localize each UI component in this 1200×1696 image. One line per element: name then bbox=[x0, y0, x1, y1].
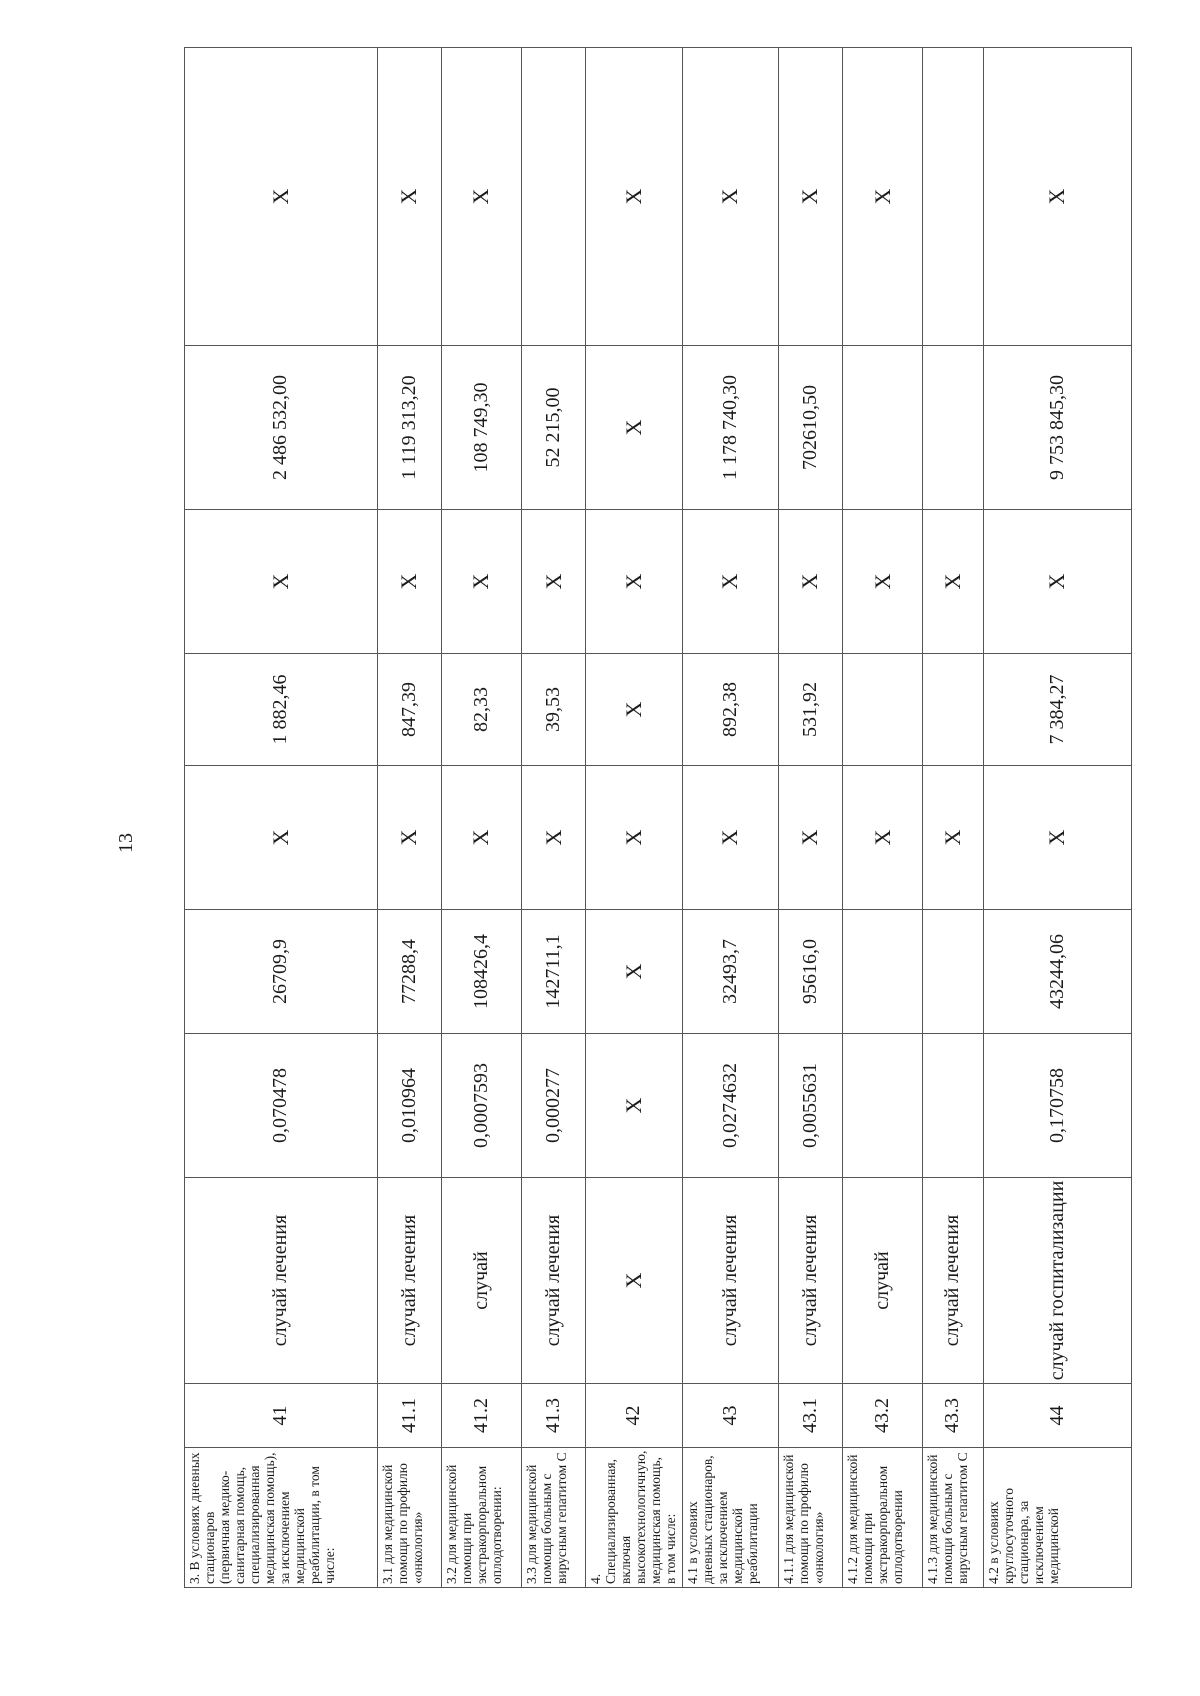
col10-cell: X bbox=[377, 48, 441, 346]
row-name: 3.2 для медицинской помощи при экстракорпоральном оплодотворении: bbox=[441, 1448, 521, 1588]
unit-cell: случай лечения bbox=[185, 1178, 378, 1384]
col9-cell: 1 178 740,30 bbox=[682, 346, 778, 510]
col6-cell: X bbox=[185, 766, 378, 910]
unit-cell: случай bbox=[441, 1178, 521, 1384]
col7-cell: 531,92 bbox=[778, 654, 842, 766]
col10-cell: X bbox=[441, 48, 521, 346]
col8-cell: X bbox=[441, 510, 521, 654]
row-code: 41.1 bbox=[377, 1384, 441, 1448]
norm-cell bbox=[843, 1034, 923, 1178]
col10-cell: X bbox=[586, 48, 682, 346]
row-code: 43 bbox=[682, 1384, 778, 1448]
col6-cell: X bbox=[778, 766, 842, 910]
col6-cell: X bbox=[441, 766, 521, 910]
table-row bbox=[923, 48, 983, 1588]
col8-cell: X bbox=[843, 510, 923, 654]
table-row bbox=[522, 48, 586, 1588]
row-code: 43.1 bbox=[778, 1384, 842, 1448]
row-code: 44 bbox=[983, 1384, 1132, 1448]
table-row bbox=[843, 48, 923, 1588]
table-row bbox=[441, 48, 521, 1588]
unit-cell: случай лечения bbox=[682, 1178, 778, 1384]
cost-cell: 26709,9 bbox=[185, 910, 378, 1034]
funding-table bbox=[184, 47, 1132, 1588]
col8-cell: X bbox=[185, 510, 378, 654]
norm-cell: 0,0007593 bbox=[441, 1034, 521, 1178]
col7-cell bbox=[923, 654, 983, 766]
table-row bbox=[377, 48, 441, 1588]
col6-cell: X bbox=[522, 766, 586, 910]
col8-cell: X bbox=[522, 510, 586, 654]
col7-cell: 892,38 bbox=[682, 654, 778, 766]
col6-cell: X bbox=[923, 766, 983, 910]
table-body bbox=[185, 48, 1132, 1588]
row-code: 41.3 bbox=[522, 1384, 586, 1448]
col9-cell bbox=[923, 346, 983, 510]
col8-cell: X bbox=[983, 510, 1132, 654]
table-row bbox=[682, 48, 778, 1588]
cost-cell: 95616,0 bbox=[778, 910, 842, 1034]
page-number: 13 bbox=[115, 833, 137, 853]
row-name: 4. Специализированная, включая высокотехнологичную, медицинская помощь, в том числе: bbox=[586, 1448, 682, 1588]
unit-cell: случай лечения bbox=[923, 1178, 983, 1384]
col7-cell: 1 882,46 bbox=[185, 654, 378, 766]
norm-cell bbox=[923, 1034, 983, 1178]
cost-cell: 142711,1 bbox=[522, 910, 586, 1034]
cost-cell: X bbox=[586, 910, 682, 1034]
col9-cell: 1 119 313,20 bbox=[377, 346, 441, 510]
col7-cell: 82,33 bbox=[441, 654, 521, 766]
table-row bbox=[778, 48, 842, 1588]
col9-cell: 108 749,30 bbox=[441, 346, 521, 510]
col9-cell: 9 753 845,30 bbox=[983, 346, 1132, 510]
col9-cell: X bbox=[586, 346, 682, 510]
row-code: 43.2 bbox=[843, 1384, 923, 1448]
col8-cell: X bbox=[682, 510, 778, 654]
col6-cell: X bbox=[843, 766, 923, 910]
unit-cell: случай лечения bbox=[377, 1178, 441, 1384]
cost-cell: 108426,4 bbox=[441, 910, 521, 1034]
row-code: 43.3 bbox=[923, 1384, 983, 1448]
col9-cell bbox=[843, 346, 923, 510]
unit-cell: случай bbox=[843, 1178, 923, 1384]
norm-cell: 0,010964 bbox=[377, 1034, 441, 1178]
col10-cell: X bbox=[778, 48, 842, 346]
col6-cell: X bbox=[377, 766, 441, 910]
row-code: 41.2 bbox=[441, 1384, 521, 1448]
row-name: 4.1 в условиях дневных стационаров, за исключением медицинской реабилитации bbox=[682, 1448, 778, 1588]
col7-cell bbox=[843, 654, 923, 766]
norm-cell: 0,000277 bbox=[522, 1034, 586, 1178]
cost-cell bbox=[843, 910, 923, 1034]
row-name: 4.1.3 для медицинской помощи больным с вирусным гепатитом С bbox=[923, 1448, 983, 1588]
col10-cell: X bbox=[843, 48, 923, 346]
col6-cell: X bbox=[586, 766, 682, 910]
row-name: 4.1.1 для медицинской помощи по профилю «онкология» bbox=[778, 1448, 842, 1588]
col6-cell: X bbox=[682, 766, 778, 910]
cost-cell: 77288,4 bbox=[377, 910, 441, 1034]
cost-cell: 43244,06 bbox=[983, 910, 1132, 1034]
col8-cell: X bbox=[778, 510, 842, 654]
norm-cell: 0,070478 bbox=[185, 1034, 378, 1178]
row-name: 3. В условиях дневных стационаров (первичная медико-санитарная помощь, специализированная медицинская помощь), за исключением медицинской реабилитации, в том числе: bbox=[185, 1448, 378, 1588]
row-name: 3.1 для медицинской помощи по профилю «онкология» bbox=[377, 1448, 441, 1588]
norm-cell: X bbox=[586, 1034, 682, 1178]
col7-cell: 847,39 bbox=[377, 654, 441, 766]
norm-cell: 0,0274632 bbox=[682, 1034, 778, 1178]
unit-cell: случай лечения bbox=[778, 1178, 842, 1384]
col9-cell: 52 215,00 bbox=[522, 346, 586, 510]
row-name: 3.3 для медицинской помощи больным с вирусным гепатитом С bbox=[522, 1448, 586, 1588]
col6-cell: X bbox=[983, 766, 1132, 910]
col10-cell: X bbox=[983, 48, 1132, 346]
col10-cell bbox=[522, 48, 586, 346]
norm-cell: 0,0055631 bbox=[778, 1034, 842, 1178]
col10-cell: X bbox=[682, 48, 778, 346]
row-name: 4.2 в условиях круглосуточного стационара, за исключением медицинской bbox=[983, 1448, 1132, 1588]
col9-cell: 2 486 532,00 bbox=[185, 346, 378, 510]
col10-cell: X bbox=[185, 48, 378, 346]
col8-cell: X bbox=[377, 510, 441, 654]
unit-cell: X bbox=[586, 1178, 682, 1384]
table-row bbox=[185, 48, 378, 1588]
col7-cell: X bbox=[586, 654, 682, 766]
col9-cell: 702610,50 bbox=[778, 346, 842, 510]
table-row bbox=[586, 48, 682, 1588]
col7-cell: 39,53 bbox=[522, 654, 586, 766]
norm-cell: 0,170758 bbox=[983, 1034, 1132, 1178]
col7-cell: 7 384,27 bbox=[983, 654, 1132, 766]
col8-cell: X bbox=[923, 510, 983, 654]
col10-cell bbox=[923, 48, 983, 346]
unit-cell: случай госпитализации bbox=[983, 1178, 1132, 1384]
row-code: 41 bbox=[185, 1384, 378, 1448]
col8-cell: X bbox=[586, 510, 682, 654]
table-row bbox=[983, 48, 1132, 1588]
rotated-table bbox=[184, 48, 1132, 1588]
row-code: 42 bbox=[586, 1384, 682, 1448]
cost-cell: 32493,7 bbox=[682, 910, 778, 1034]
row-name: 4.1.2 для медицинской помощи при экстракорпоральном оплодотворении bbox=[843, 1448, 923, 1588]
unit-cell: случай лечения bbox=[522, 1178, 586, 1384]
cost-cell bbox=[923, 910, 983, 1034]
